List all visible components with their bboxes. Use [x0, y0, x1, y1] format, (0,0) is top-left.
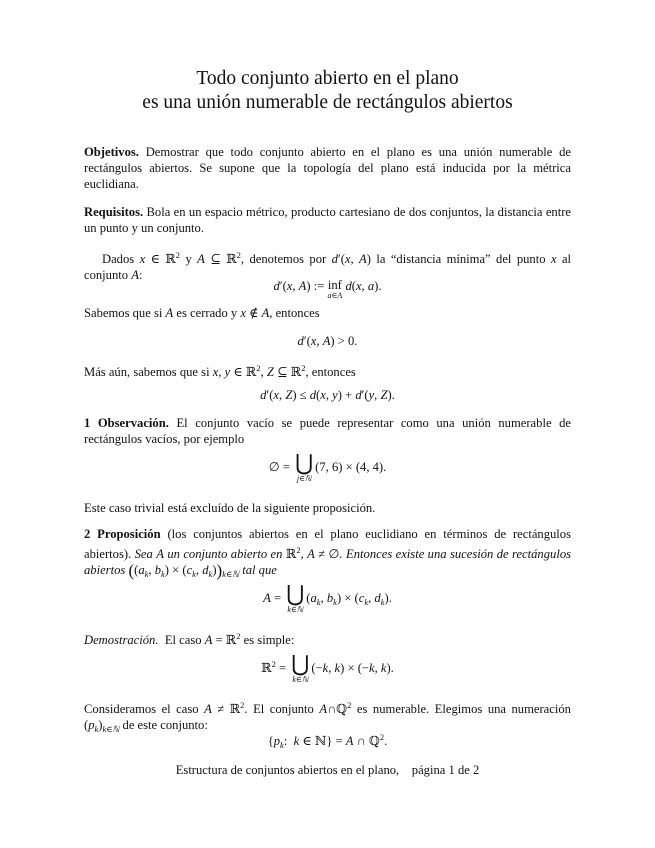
objectives-text: Demostrar que todo conjunto abierto en el plano es una unión numerable de rectángulos abiertos. Se supone que la topología del plano está inducida por la métrica euclidiana.	[84, 145, 571, 191]
objectives-paragraph	[84, 144, 571, 192]
title-line-2: es una unión numerable de rectángulos abiertos	[142, 92, 513, 113]
sabemos1-closed: es cerrado y	[176, 306, 238, 320]
equation-proposition: A = ⋃ k∈ℕ ($a_k$, $b_k) \times (c_k$, $d_k$).	[263, 581, 392, 614]
dados-intro: Dados	[102, 252, 135, 266]
equation-plane-union: ℝ$^2$ = ⋃ k∈ℕ (−k, k) × (−k, k).	[261, 651, 394, 684]
page-footer: Estructura de conjuntos abiertos en el plano, página 1 de 2	[175, 763, 480, 777]
document-title	[84, 67, 571, 115]
requirements-paragraph	[84, 204, 571, 236]
equation-positive-distance: d′(x, A) > 0.	[297, 334, 358, 348]
dados-end: :	[138, 268, 143, 282]
document-page	[84, 0, 571, 848]
observation-text: El conjunto vacío se puede representar como una unión numerable de rectángulos vacíos, por ejemplo	[84, 416, 571, 446]
consider-paragraph: Consideramos el caso A ≠ ℝ$^2$. El conjunto A∩ℚ$^2$ es numerable. Elegimos una numeración $(p_k)_{k\in ℕ}$ de este conjunto:	[84, 700, 571, 734]
proof-label: Demostración.	[84, 633, 159, 647]
sabemos2-end: , entonces	[305, 365, 356, 379]
consider-text-1: Consideramos el caso	[84, 702, 199, 716]
sabemos1-text: Sabemos que si	[84, 306, 163, 320]
observation-number: 1	[84, 416, 91, 430]
proof-end: es simple:	[243, 633, 295, 647]
equation-triangle-inequality: d′(x, Z) ≤ d(x, y) + d′(y, Z).	[260, 388, 395, 402]
proposition-such-that: tal que	[242, 563, 277, 577]
equation-empty-union: ∅ = ⋃ j∈ℕ (7, 6) × (4, 4).	[268, 450, 387, 483]
trivial-case-sentence: Este caso trivial está excluído de la siguiente proposición.	[84, 501, 376, 515]
proposition-open-set: un conjunto abierto en	[167, 547, 283, 561]
dados-and: y	[185, 252, 192, 266]
dados-denote: , denotemos por	[240, 252, 327, 266]
proposition-let: Sea	[134, 547, 153, 561]
equation-enumeration: {$p_k$: k ∈ ℕ} = A ∩ ℚ$^2$.	[267, 732, 388, 750]
consider-text-3: es numerable. Elegimos una numeración	[356, 702, 571, 716]
proposition-label: Proposición	[97, 527, 161, 541]
objectives-label: Objetivos.	[84, 145, 139, 159]
proposition-exists: . Entonces existe una sucesión de rectángulos abiertos	[84, 547, 572, 577]
observation-paragraph	[84, 415, 571, 447]
requirements-label: Requisitos.	[84, 205, 144, 219]
closed-set-paragraph: Sabemos que si A es cerrado y x ∉ A, entonces	[84, 306, 320, 320]
proposition-number: 2	[84, 527, 91, 541]
dados-distance: la “distancia mínima” del punto	[376, 252, 546, 266]
definition-paragraph: Dados x ∈ ℝ$^2$ y A ⊆ ℝ$^2$, denotemos por d′(x, A) la “distancia mínima” del punto x al conjunto A:	[84, 250, 572, 282]
proof-paragraph: Demostración. El caso A = ℝ$^2$ es simple:	[84, 631, 295, 647]
consider-text-2: . El conjunto	[244, 702, 314, 716]
title-line-1: Todo conjunto abierto en el plano	[196, 68, 459, 89]
proposition-paragraph: 2 Proposición (los conjuntos abiertos en el plano euclidiano en términos de rectángulos abiertos). Sea A un conjunto abierto en ℝ$^2$, A ≠ ∅. Entonces existe una sucesión de rectángulos abiertos (($a_k$, $b_k) \times (c_k$, $d_k))_{k\in ℕ}$ tal que	[84, 527, 572, 580]
requirements-text: Bola en un espacio métrico, producto cartesiano de dos conjuntos, la distancia entre un punto y un conjunto.	[84, 205, 571, 235]
sabemos2-text: Más aún, sabemos que si	[84, 365, 210, 379]
sabemos1-end: , entonces	[269, 306, 320, 320]
equation-min-distance: d′(x, A) := inf a∈A d(x, a).	[273, 278, 382, 300]
consider-text-4: de este conjunto:	[122, 718, 208, 732]
proof-text: El caso	[164, 633, 202, 647]
triangle-paragraph: Más aún, sabemos que si x, y ∈ ℝ$^2$, Z ⊆ ℝ$^2$, entonces	[84, 363, 356, 379]
proposition-paren: (los conjuntos abiertos en el plano euclidiano en términos de rectángulos abiertos).	[84, 527, 571, 561]
observation-label: Observación.	[97, 416, 169, 430]
dados-set: al conjunto	[84, 252, 572, 282]
